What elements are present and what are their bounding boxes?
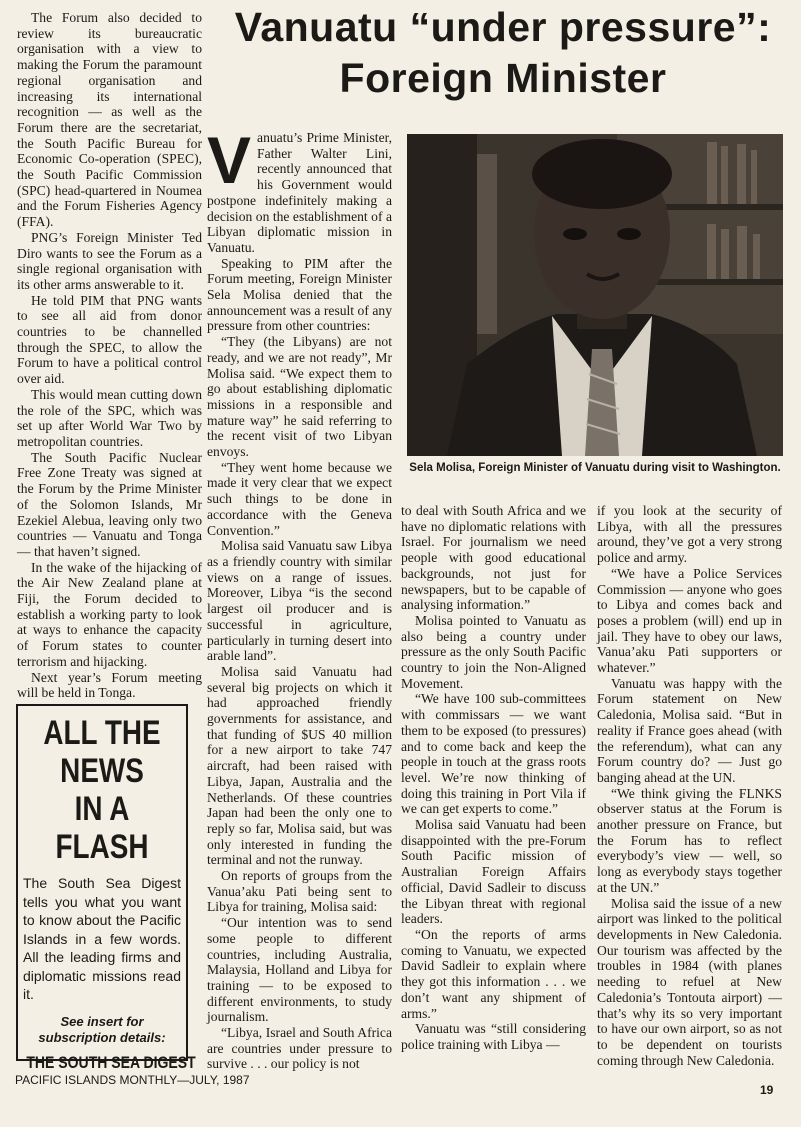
portrait-illustration	[407, 134, 783, 456]
advertisement-box	[16, 704, 196, 1072]
photo-caption: Sela Molisa, Foreign Minister of Vanuatu during visit to Washington.	[409, 462, 781, 474]
paragraph: if you look at the security of Libya, with all the pressures around, they’ve got a very strong police and army.	[597, 503, 782, 566]
headline-line-2: Foreign Minister	[339, 55, 667, 101]
paragraph: Next year’s Forum meeting will be held in Tonga.	[17, 669, 202, 701]
paragraph: This would mean cutting down the role of the SPC, which was set up after World War Two by metropolitan countries.	[17, 386, 202, 449]
paragraph: Molisa said Vanuatu saw Libya as a friendly country with similar views on a range of issues. Moreover, Libya “is the second largest oil producer and is successful in agriculture, particularly in turning desert into arable land”.	[207, 538, 392, 664]
paragraph: The South Pacific Nuclear Free Zone Treaty was signed at the Forum by the Prime Minister of the Solomon Islands, Mr Ezekiel Alebua, leaving only two countries — Vanuatu and Tonga — that haven’t signed.	[17, 449, 202, 559]
paragraph: “Our intention was to send some people to different countries, including Australia, Malaysia, Holland and Libya for training — to be exposed to different environments, to study journalism.	[207, 915, 392, 1025]
paragraph: “Libya, Israel and South Africa are countries under pressure to survive . . . our policy is not	[207, 1025, 392, 1072]
column-1	[17, 10, 202, 701]
paragraph: In the wake of the hijacking of the Air New Zealand plane at Fiji, the Forum decided to establish a working party to look at ways to enhance the capacity of Forum states to counter terrorism and hijacking.	[17, 559, 202, 669]
paragraph: “They (the Libyans) are not ready, and we are not ready”, Mr Molisa said. “We expect them to go about establishing diplomatic missions in a responsible and mature way” he said referring to the recent visit of two Libyan envoys.	[207, 334, 392, 460]
article-headline	[210, 2, 796, 104]
lead-paragraph	[207, 123, 392, 256]
paragraph: He told PIM that PNG wants to see all aid from donor countries to be channelled through the SPEC, to allow the Forum to have a political control over aid.	[17, 292, 202, 387]
paragraph: Molisa pointed to Vanuatu as also being a country under pressure as the only South Pacific country to join the Non-Aligned Movement.	[401, 612, 586, 691]
column-4	[597, 503, 782, 1068]
ad-title-line: ALL THE	[43, 714, 161, 752]
publication-footer: PACIFIC ISLANDS MONTHLY—JULY, 1987	[15, 1073, 250, 1087]
paragraph: PNG’s Foreign Minister Ted Diro wants to see the Forum as a single regional organisation with its other arms answerable to it.	[17, 229, 202, 292]
paragraph: On reports of groups from the Vanua’aku Pati being sent to Libya for training, Molisa said:	[207, 868, 392, 915]
paragraph: “We think giving the FLNKS observer status at the Forum is another pressure on France, but the Forum has to reflect everybody’s view — well, so long as everybody stays together at the UN.”	[597, 785, 782, 895]
paragraph: Speaking to PIM after the Forum meeting, Foreign Minister Sela Molisa denied that the announcement was a result of any pressure from other countries:	[207, 255, 392, 334]
ad-title-line: FLASH	[55, 828, 149, 866]
headline-line-1: Vanuatu “under pressure”:	[234, 4, 772, 50]
paragraph: Molisa said Vanuatu had several big projects on which it had approached friendly governments for assistance, and that funding of $US 40 million for a new airport to take 747 aircraft, had been raised with Libya, Japan, Australia and the Netherlands. Of these countries Japan had been the only one to reply so far, Molisa said, but was only interested in funding the terminal and not the runway.	[207, 663, 392, 868]
lead-text: anuatu’s Prime Minister, Father Walter Lini, recently announced that his Government would postpone indefinitely making a decision on the establishment of a Libyan diplomatic mission in Vanuatu.	[207, 130, 392, 255]
ad-brand: THE SOUTH SEA DIGEST	[26, 1053, 196, 1072]
paragraph: Vanuatu was happy with the Forum statement on New Caledonia, Molisa said. “But in reality if France goes ahead (with the referendum), what can any Forum country do? — Just go banging ahead at the UN.	[597, 675, 782, 785]
paragraph: “We have a Police Services Commission — anyone who goes to Libya and comes back and poses a problem (will) end up in jail. They have to obey our laws, Vanua’aku Pati supporters or whatever.”	[597, 565, 782, 676]
column-2	[207, 123, 392, 1072]
ad-insert-note: See insert for subscription details:	[38, 1013, 166, 1045]
paragraph: Molisa said Vanuatu had been disappointed with the pre-Forum South Pacific mission of Australian Foreign Affairs official, David Sadleir to discuss the Libyan threat with regional leaders.	[401, 817, 586, 927]
column-3	[401, 503, 586, 1053]
ad-title-line: IN A	[74, 790, 130, 828]
paragraph: to deal with South Africa and we have no diplomatic relations with Israel. For journalism we need people with good educational backgrounds, not just for newspapers, but to be capable of analysing information.”	[401, 503, 586, 613]
ad-title-line: NEWS	[60, 752, 144, 790]
paragraph: “We have 100 sub-committees with commissars — we want them to be exposed (to pressures) and to come back and keep the people in touch at the grass roots level. We’re now thinking of doing this training in Port Vila if we can get experts to come.”	[401, 691, 586, 817]
portrait-photo	[407, 134, 783, 456]
paragraph: Molisa said the issue of a new airport was linked to the political developments in New Caledonia. Our tourism was affected by the troubles in 1984 (with planes needing to refuel at New Caledonia’s Tontouta airport) — that’s why its so very important to have our own airport, so as not to be dependent on tourists coming through New Caledonia.	[597, 895, 782, 1068]
page-number: 19	[760, 1083, 774, 1097]
paragraph: Vanuatu was “still considering police training with Libya —	[401, 1021, 586, 1052]
paragraph: “On the reports of arms coming to Vanuatu, we expected David Sadleir to explain where they got this information . . . we don’t want any shipment of arms.”	[401, 926, 586, 1021]
drop-cap: V	[207, 123, 252, 197]
ad-title	[27, 714, 176, 866]
ad-body: The South Sea Digest tells you what you want to know about the Pacific Islands in a few words. All the leading firms and diplomatic missions read it.	[23, 875, 181, 1002]
paragraph: The Forum also decided to review its bureaucratic organisation with a view to making the Forum the paramount regional organisation and increasing its international recognition — as well as the Forum there are the secretariat, the South Pacific Bureau for Economic Co-operation (SPEC), the South Pacific Commission (SPC) head-quartered in Noumea and the Forum Fisheries Agency (FFA).	[17, 10, 202, 230]
paragraph: “They went home because we made it very clear that we expect such things to be done in accordance with the Geneva Convention.”	[207, 459, 392, 538]
